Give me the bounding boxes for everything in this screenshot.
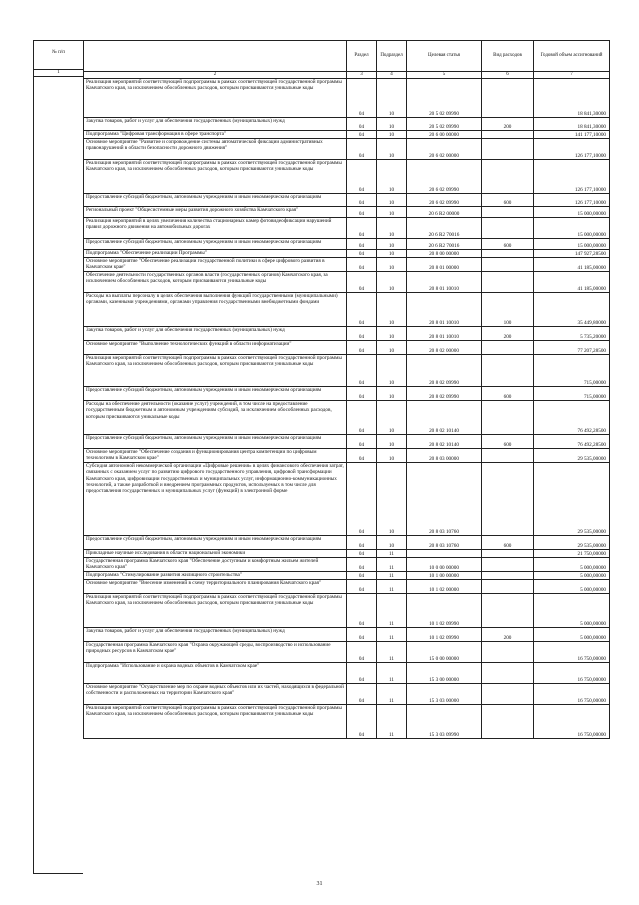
row-expense-cell: 200: [482, 327, 534, 341]
row-subsection-cell: 10: [377, 449, 407, 463]
row-section-cell: 04: [347, 705, 377, 739]
row-section-cell: 04: [347, 258, 377, 272]
row-expense-cell: 600: [482, 387, 534, 401]
row-subsection-cell: 10: [377, 463, 407, 536]
row-amount-cell: 16 750,00000: [534, 705, 610, 739]
page-number: 31: [316, 881, 323, 887]
row-name-cell: Основное мероприятие "Развитие и сопровождение системы автоматической фиксации административных правонарушений в области безопасности дорожного движения": [84, 139, 347, 160]
row-subsection-cell: 11: [377, 663, 407, 684]
row-amount-cell: 15 000,00000: [534, 207, 610, 218]
table-row: [84, 355, 610, 387]
row-expense-cell: 600: [482, 239, 534, 250]
row-amount-cell: 15 000,00000: [534, 239, 610, 250]
row-target-cell: 20 5 02 09990: [407, 79, 482, 118]
row-expense-cell: [482, 355, 534, 387]
row-expense-cell: [482, 463, 534, 536]
table-row: [84, 572, 610, 580]
table-row: [84, 207, 610, 218]
row-section-cell: 04: [347, 572, 377, 580]
row-target-cell: 15 3 03 09990: [407, 705, 482, 739]
row-section-cell: 04: [347, 558, 377, 572]
budget-table: [83, 40, 610, 739]
row-amount-cell: 5 000,00000: [534, 558, 610, 572]
row-section-cell: 04: [347, 194, 377, 207]
row-subsection-cell: 11: [377, 628, 407, 642]
row-target-cell: 20 8 03 10760: [407, 536, 482, 550]
row-target-cell: 20 8 00 00000: [407, 250, 482, 258]
table-row: [84, 194, 610, 207]
row-section-cell: 04: [347, 580, 377, 594]
row-section-cell: 04: [347, 131, 377, 139]
row-section-cell: 04: [347, 272, 377, 293]
row-expense-cell: [482, 139, 534, 160]
row-subsection-cell: 10: [377, 355, 407, 387]
row-amount-cell: 16 750,00000: [534, 663, 610, 684]
table-header: [84, 41, 610, 79]
row-expense-cell: 600: [482, 435, 534, 449]
header-subsection: Подраздел: [377, 41, 407, 72]
row-number-header: № п/п: [52, 50, 65, 55]
table-row: [84, 387, 610, 401]
row-number-column-body: [33, 77, 83, 874]
row-amount-cell: 126 177,10000: [534, 194, 610, 207]
table-row: [84, 628, 610, 642]
row-name-cell: Предоставление субсидий бюджетным, автономным учреждениям и иным некоммерческим организациям: [84, 239, 347, 250]
row-target-cell: 10 1 02 09990: [407, 628, 482, 642]
row-target-cell: 20 8 01 10010: [407, 327, 482, 341]
row-name-cell: Реализация мероприятий соответствующей подпрограммы в рамках соответствующей государственной программы Камчатского края, за исключением обособленных расходов, которым присваиваются уникальные коды: [84, 594, 347, 628]
row-target-cell: 20 6 02 09990: [407, 194, 482, 207]
table-row: [84, 79, 610, 118]
row-subsection-cell: 10: [377, 207, 407, 218]
table-row: [84, 327, 610, 341]
row-name-cell: Закупка товаров, работ и услуг для обеспечения государственных (муниципальных) нужд: [84, 628, 347, 642]
row-amount-cell: 5 735,20000: [534, 327, 610, 341]
row-subsection-cell: 11: [377, 580, 407, 594]
row-subsection-cell: 10: [377, 327, 407, 341]
row-expense-cell: [482, 572, 534, 580]
row-section-cell: 04: [347, 387, 377, 401]
row-subsection-cell: 10: [377, 218, 407, 239]
row-name-cell: Закупка товаров, работ и услуг для обеспечения государственных (муниципальных) нужд: [84, 327, 347, 341]
header-name-column: [84, 41, 347, 72]
row-amount-cell: 35 449,80000: [534, 293, 610, 327]
row-expense-cell: [482, 550, 534, 558]
row-target-cell: 20 8 02 09990: [407, 355, 482, 387]
row-subsection-cell: 10: [377, 160, 407, 194]
row-section-cell: 04: [347, 628, 377, 642]
row-name-cell: Предоставление субсидий бюджетным, автономным учреждениям и иным некоммерческим организациям: [84, 435, 347, 449]
row-name-cell: Подпрограмма "Стимулирование развития жилищного строительства": [84, 572, 347, 580]
row-section-cell: 04: [347, 139, 377, 160]
row-target-cell: 10 1 02 00000: [407, 580, 482, 594]
row-section-cell: 04: [347, 642, 377, 663]
row-subsection-cell: 10: [377, 79, 407, 118]
row-section-cell: 04: [347, 401, 377, 435]
row-subsection-cell: 10: [377, 139, 407, 160]
row-subsection-cell: 10: [377, 536, 407, 550]
row-section-cell: 04: [347, 79, 377, 118]
row-expense-cell: [482, 642, 534, 663]
header-target-article: Целевая статья: [407, 41, 482, 72]
row-expense-cell: [482, 250, 534, 258]
row-target-cell: 10 0 00 00000: [407, 558, 482, 572]
row-name-cell: Предоставление субсидий бюджетным, автономным учреждениям и иным некоммерческим организациям: [84, 387, 347, 401]
row-subsection-cell: 10: [377, 239, 407, 250]
row-expense-cell: [482, 449, 534, 463]
row-target-cell: 20 6 R2 70016: [407, 239, 482, 250]
row-subsection-cell: 10: [377, 250, 407, 258]
table-row: [84, 663, 610, 684]
row-target-cell: 15 3 03 00000: [407, 684, 482, 705]
row-target-cell: 20 6 02 00000: [407, 139, 482, 160]
row-section-cell: 04: [347, 327, 377, 341]
row-amount-cell: 126 177,10000: [534, 160, 610, 194]
row-name-cell: Основное мероприятие "Осуществление мер по охране водных объектов или их частей, находящихся в федеральной собственности и расположенных на территории Камчатского края": [84, 684, 347, 705]
row-subsection-cell: 11: [377, 550, 407, 558]
header-section: Раздел: [347, 41, 377, 72]
row-section-cell: 04: [347, 293, 377, 327]
row-subsection-cell: 10: [377, 401, 407, 435]
row-amount-cell: 16 750,00000: [534, 642, 610, 663]
header-expense-type: Вид расходов: [482, 41, 534, 72]
row-subsection-cell: 11: [377, 684, 407, 705]
row-name-cell: Расходы на обеспечение деятельности (оказание услуг) учреждений, в том числе на предоставление государственным бюджетным и автономным учреждениям субсидий, за исключением обособленных расходов, которым присваиваются уникальные коды: [84, 401, 347, 435]
row-name-cell: Основное мероприятие "Внесение изменений в схему территориального планирования Камчатского края": [84, 580, 347, 594]
table-row: [84, 218, 610, 239]
row-expense-cell: 200: [482, 118, 534, 131]
table-row: [84, 594, 610, 628]
row-name-cell: Государственная программа Камчатского края "Обеспечение доступным и комфортным жильем жителей Камчатского края": [84, 558, 347, 572]
row-name-cell: Расходы на выплаты персоналу в целях обеспечения выполнения функций государственными (муниципальными) органами, казенными учреждениями, органами управления государственными внебюджетными фондами: [84, 293, 347, 327]
row-amount-cell: 141 177,10000: [534, 131, 610, 139]
row-name-cell: Основное мероприятие "Обеспечение создания и функционирования центра компетенции по цифровым технологиям в Камчатском крае": [84, 449, 347, 463]
row-expense-cell: [482, 258, 534, 272]
row-target-cell: 20 6 R2 70016: [407, 218, 482, 239]
row-name-cell: Подпрограмма "Цифровая трансформация в сфере транспорта": [84, 131, 347, 139]
row-target-cell: 15 0 00 00000: [407, 642, 482, 663]
row-subsection-cell: 10: [377, 272, 407, 293]
row-number-index: 1: [34, 69, 83, 76]
row-expense-cell: 100: [482, 293, 534, 327]
row-target-cell: 20 8 02 09990: [407, 387, 482, 401]
row-section-cell: 04: [347, 355, 377, 387]
row-section-cell: 04: [347, 550, 377, 558]
row-expense-cell: 600: [482, 194, 534, 207]
row-expense-cell: [482, 272, 534, 293]
table-row: [84, 642, 610, 663]
column-number: 4: [377, 72, 407, 79]
row-subsection-cell: 10: [377, 341, 407, 355]
row-section-cell: 04: [347, 463, 377, 536]
row-amount-cell: 16 750,00000: [534, 684, 610, 705]
row-section-cell: 04: [347, 536, 377, 550]
table-row: [84, 118, 610, 131]
row-number-column: [33, 40, 83, 77]
row-expense-cell: 200: [482, 628, 534, 642]
table-row: [84, 139, 610, 160]
row-subsection-cell: 10: [377, 194, 407, 207]
row-target-cell: 10 1 00 00000: [407, 572, 482, 580]
row-expense-cell: [482, 705, 534, 739]
column-number: 7: [534, 72, 610, 79]
row-subsection-cell: 11: [377, 705, 407, 739]
row-expense-cell: [482, 79, 534, 118]
row-expense-cell: [482, 341, 534, 355]
column-number: 3: [347, 72, 377, 79]
row-amount-cell: 76 492,28500: [534, 401, 610, 435]
row-section-cell: 04: [347, 663, 377, 684]
column-number-row: [84, 72, 610, 79]
table-row: [84, 558, 610, 572]
row-name-cell: Региональный проект "Общесистемные меры развития дорожного хозяйства Камчатского края": [84, 207, 347, 218]
row-target-cell: [407, 550, 482, 558]
row-subsection-cell: 11: [377, 642, 407, 663]
row-name-cell: Основное мероприятие "Обеспечение реализации государственной политики в сфере цифрового развития в Камчатском крае": [84, 258, 347, 272]
row-section-cell: 04: [347, 250, 377, 258]
column-number: 2: [84, 72, 347, 79]
row-target-cell: 20 5 02 09990: [407, 118, 482, 131]
row-amount-cell: 77 207,28500: [534, 341, 610, 355]
row-name-cell: Предоставление субсидий бюджетным, автономным учреждениям и иным некоммерческим организациям: [84, 536, 347, 550]
row-subsection-cell: 11: [377, 558, 407, 572]
row-expense-cell: [482, 594, 534, 628]
row-name-cell: Предоставление субсидий бюджетным, автономным учреждениям и иным некоммерческим организациям: [84, 194, 347, 207]
header-annual-amount: Годовой объем ассигнований: [534, 41, 610, 72]
row-amount-cell: 41 185,00000: [534, 272, 610, 293]
table-row: [84, 131, 610, 139]
row-name-cell: Государственная программа Камчатского края "Охрана окружающей среды, воспроизводство и использование природных ресурсов в Камчатском крае": [84, 642, 347, 663]
row-expense-cell: [482, 218, 534, 239]
row-name-cell: Субсидия автономной некоммерческой организации «Цифровые решения» в целях финансового обеспечения затрат, связанных с оказанием услуг по развитию цифрового государственного управления, цифровой трансформации Камчатского края, цифровизации государственных и муниципальных услуг, информационно-коммуникационных технологий, а также разработкой и внедрением программных продуктов, используемых в том числе для предоставления государственных и муниципальных услуг (функций) в электронной форме: [84, 463, 347, 536]
table-row: [84, 536, 610, 550]
row-section-cell: 04: [347, 207, 377, 218]
row-target-cell: 20 8 01 10010: [407, 272, 482, 293]
row-amount-cell: 5 000,00000: [534, 572, 610, 580]
table-row: [84, 580, 610, 594]
row-target-cell: 20 6 R2 00000: [407, 207, 482, 218]
row-name-cell: Подпрограмма "Обеспечение реализации Программы": [84, 250, 347, 258]
table-row: [84, 272, 610, 293]
row-expense-cell: [482, 207, 534, 218]
row-target-cell: 20 8 03 10760: [407, 463, 482, 536]
row-target-cell: 20 8 02 00000: [407, 341, 482, 355]
row-target-cell: 15 3 00 00000: [407, 663, 482, 684]
row-target-cell: 20 8 01 10010: [407, 293, 482, 327]
row-amount-cell: 5 000,00000: [534, 580, 610, 594]
table-row: [84, 435, 610, 449]
row-name-cell: Реализация мероприятий соответствующей подпрограммы в рамках соответствующей государственной программы Камчатского края, за исключением обособленных расходов, которым присваиваются уникальные коды: [84, 160, 347, 194]
row-amount-cell: 715,00000: [534, 355, 610, 387]
table-row: [84, 250, 610, 258]
row-amount-cell: 5 000,00000: [534, 628, 610, 642]
table-row: [84, 684, 610, 705]
row-amount-cell: 126 177,10000: [534, 139, 610, 160]
row-section-cell: 04: [347, 218, 377, 239]
table-row: [84, 293, 610, 327]
row-expense-cell: [482, 160, 534, 194]
row-expense-cell: [482, 684, 534, 705]
row-name-cell: Реализация мероприятий соответствующей подпрограммы в рамках соответствующей государственной программы Камчатского края, за исключением обособленных расходов, которым присваиваются уникальные коды: [84, 705, 347, 739]
row-subsection-cell: 10: [377, 435, 407, 449]
row-expense-cell: [482, 558, 534, 572]
row-section-cell: 04: [347, 160, 377, 194]
row-target-cell: 20 6 02 09990: [407, 160, 482, 194]
row-amount-cell: 29 535,00000: [534, 536, 610, 550]
table-row: [84, 239, 610, 250]
row-expense-cell: [482, 580, 534, 594]
row-amount-cell: 29 535,00000: [534, 449, 610, 463]
row-section-cell: 04: [347, 684, 377, 705]
row-target-cell: 10 1 02 09990: [407, 594, 482, 628]
row-target-cell: 20 6 00 00000: [407, 131, 482, 139]
row-section-cell: 04: [347, 449, 377, 463]
row-subsection-cell: 11: [377, 594, 407, 628]
table-row: [84, 449, 610, 463]
row-amount-cell: 15 000,00000: [534, 218, 610, 239]
row-expense-cell: [482, 401, 534, 435]
row-amount-cell: 5 000,00000: [534, 594, 610, 628]
table-row: [84, 258, 610, 272]
row-name-cell: Обеспечение деятельности государственных органов власти (государственных органов) Камчатского края, за исключением обособленных расходов, которым присваиваются уникальные коды: [84, 272, 347, 293]
table-body: [84, 79, 610, 739]
row-expense-cell: [482, 663, 534, 684]
row-subsection-cell: 10: [377, 387, 407, 401]
row-target-cell: 20 8 03 00000: [407, 449, 482, 463]
table-row: [84, 341, 610, 355]
row-amount-cell: 18 841,30000: [534, 118, 610, 131]
row-section-cell: 04: [347, 341, 377, 355]
row-amount-cell: 21 750,00000: [534, 550, 610, 558]
row-name-cell: Прикладные научные исследования в области национальной экономики: [84, 550, 347, 558]
row-subsection-cell: 11: [377, 572, 407, 580]
row-section-cell: 04: [347, 239, 377, 250]
row-expense-cell: [482, 131, 534, 139]
row-amount-cell: 18 841,30000: [534, 79, 610, 118]
row-subsection-cell: 10: [377, 131, 407, 139]
row-target-cell: 20 8 01 00000: [407, 258, 482, 272]
row-section-cell: 04: [347, 435, 377, 449]
row-name-cell: Реализация мероприятий соответствующей подпрограммы в рамках соответствующей государственной программы Камчатского края, за исключением обособленных расходов, которым присваиваются уникальные коды: [84, 355, 347, 387]
row-name-cell: Основное мероприятие "Выполнение технологических функций в области информатизации": [84, 341, 347, 355]
row-target-cell: 20 8 02 10140: [407, 435, 482, 449]
table-row: [84, 160, 610, 194]
row-amount-cell: 29 535,00000: [534, 463, 610, 536]
row-subsection-cell: 10: [377, 258, 407, 272]
row-section-cell: 04: [347, 118, 377, 131]
row-amount-cell: 76 492,28500: [534, 435, 610, 449]
column-number: 5: [407, 72, 482, 79]
row-subsection-cell: 10: [377, 118, 407, 131]
table-row: [84, 550, 610, 558]
row-name-cell: Подпрограмма "Использование и охрана водных объектов в Камчатском крае": [84, 663, 347, 684]
row-subsection-cell: 10: [377, 293, 407, 327]
row-section-cell: 04: [347, 594, 377, 628]
row-name-cell: Реализация мероприятий в целях увеличения количества стационарных камер фотовидеофиксации нарушений правил дорожного движения на автомобильных дорогах: [84, 218, 347, 239]
table-row: [84, 401, 610, 435]
row-amount-cell: 41 185,00000: [534, 258, 610, 272]
row-name-cell: Реализация мероприятий соответствующей подпрограммы в рамках соответствующей государственной программы Камчатского края, за исключением обособленных расходов, которым присваиваются уникальные коды: [84, 79, 347, 118]
row-expense-cell: 600: [482, 536, 534, 550]
table-row: [84, 705, 610, 739]
table-row: [84, 463, 610, 536]
column-number: 6: [482, 72, 534, 79]
row-amount-cell: 715,00000: [534, 387, 610, 401]
row-target-cell: 20 8 02 10140: [407, 401, 482, 435]
row-amount-cell: 147 927,28500: [534, 250, 610, 258]
row-name-cell: Закупка товаров, работ и услуг для обеспечения государственных (муниципальных) нужд: [84, 118, 347, 131]
